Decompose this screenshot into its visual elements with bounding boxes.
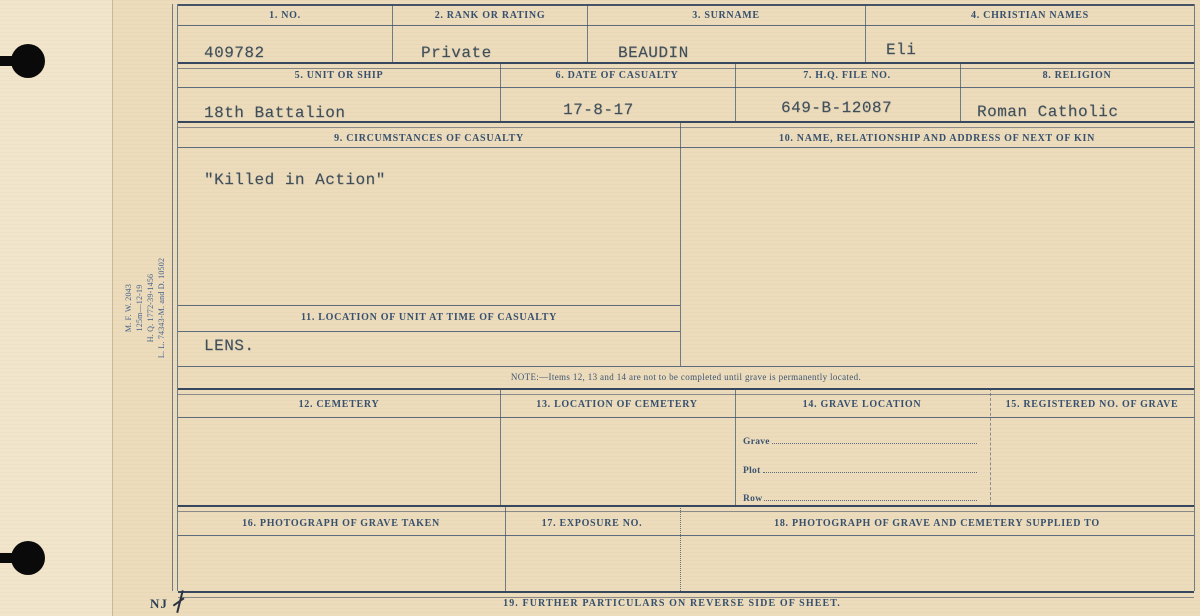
form-imprint-line3: H. Q. 1772-39-1456 [146,273,155,343]
rule-row1-underline [178,25,1194,26]
rule-row1-bottom [178,62,1194,69]
rule-below-note [178,388,1194,395]
field-label-unit-location: 11. LOCATION OF UNIT AT TIME OF CASUALTY [300,312,558,323]
rule-div-13-14 [735,388,736,505]
row-label: Row [743,494,763,505]
field-label-registered-no: 15. REGISTERED NO. OF GRAVE [1005,399,1179,410]
rule-row12-bottom [178,505,1194,512]
field-label-grave-location: 14. GRAVE LOCATION [802,399,922,410]
field-label-circumstances: 9. CIRCUMSTANCES OF CASUALTY [334,133,524,144]
grave-label: Grave [743,437,770,448]
field-label-no: 1. NO. [269,10,301,21]
row-dotted-leader [764,492,977,501]
note-text: NOTE:—Items 12, 13 and 14 are not to be completed until grave is permanently located. [510,372,862,382]
annotation-text: NJ [150,596,168,611]
paper-crease [112,0,113,616]
typed-value-date-of-casualty: 17-8-17 [563,101,634,119]
field-label-religion: 8. RELIGION [1042,70,1112,81]
rule-above-item11 [178,305,680,306]
rule-left-outer [172,4,173,591]
plot-entry-line [743,464,977,476]
rule-row12-underline [178,417,1194,418]
rule-div-6-7 [735,62,736,121]
rule-div-3-4 [865,4,866,62]
typed-value-circumstances: "Killed in Action" [204,171,386,189]
typed-value-surname: BEAUDIN [618,44,689,62]
plot-dotted-leader [763,464,977,473]
typed-value-hq-file-no: 649-B-12087 [781,99,893,117]
rule-div-7-8 [960,62,961,121]
form-imprint-line2: 125m—12-19 [135,284,144,332]
plot-label: Plot [743,466,761,477]
rule-row16-underline [178,535,1194,536]
rule-row2-bottom [178,121,1194,128]
binder-hole-bottom [11,541,45,575]
form-imprint [123,243,167,373]
field-label-cemetery-location: 13. LOCATION OF CEMETERY [536,399,698,410]
rule-above-note [178,366,1194,367]
rule-div-12-13 [500,388,501,505]
field-label-date-of-casualty: 6. DATE OF CASUALTY [555,70,679,81]
field-label-unit: 5. UNIT OR SHIP [294,70,384,81]
rule-top-border [178,4,1194,6]
form-imprint-line1: M. F. W. 2043 [124,283,133,333]
rule-div-1-2 [392,4,393,62]
rule-div-9-10 [680,121,681,366]
rule-row2-underline [178,87,1194,88]
rule-div-5-6 [500,62,501,121]
rule-div-16-17 [505,505,506,591]
typed-value-religion: Roman Catholic [977,103,1119,121]
rule-bottom-border [178,591,1194,598]
rule-section9-underline [178,147,1194,148]
rule-div-2-3 [587,4,588,62]
typed-value-rank: Private [421,44,492,62]
typed-value-unit: 18th Battalion [204,104,346,122]
rule-left-inner [177,4,178,591]
rule-item11-underline [178,331,680,332]
binder-hole-top [11,44,45,78]
row-entry-line [743,492,977,504]
typed-value-no: 409782 [204,44,265,62]
rule-right-border [1194,4,1195,591]
typed-value-unit-location: LENS. [204,337,255,355]
grave-dotted-leader [772,435,977,444]
field-label-rank: 2. RANK OR RATING [434,10,546,21]
field-label-surname: 3. SURNAME [692,10,760,21]
field-label-christian-names: 4. CHRISTIAN NAMES [971,10,1089,21]
field-label-hq-file-no: 7. H.Q. FILE NO. [803,70,891,81]
field-label-cemetery: 12. CEMETERY [298,399,380,410]
field-label-photo-supplied-to: 18. PHOTOGRAPH OF GRAVE AND CEMETERY SUPPLIED TO [774,518,1100,529]
typed-value-christian-names: Eli [886,41,917,59]
footer-text: 19. FURTHER PARTICULARS ON REVERSE SIDE OF SHEET. [503,598,841,609]
form-imprint-line4: L. L. 74343-M. and D. 10502 [157,257,166,359]
field-label-next-of-kin: 10. NAME, RELATIONSHIP AND ADDRESS OF NEXT OF KIN [778,133,1096,144]
rule-div-17-18 [680,505,681,591]
field-label-exposure-no: 17. EXPOSURE NO. [541,518,643,529]
rule-div-14-15 [990,388,991,505]
field-label-photo-of-grave-taken: 16. PHOTOGRAPH OF GRAVE TAKEN [242,518,440,529]
grave-entry-line [743,435,977,447]
